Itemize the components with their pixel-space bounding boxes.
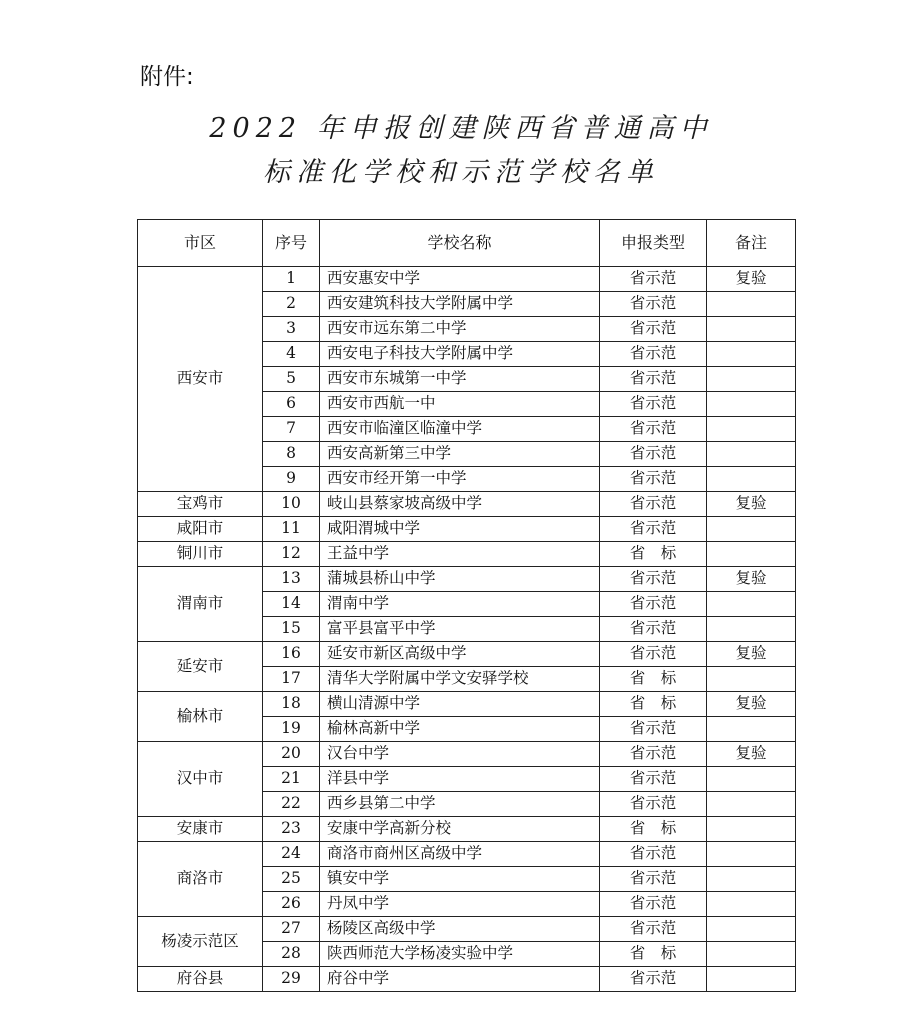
school-name-cell: 西安市西航一中 (320, 392, 600, 417)
school-name-cell: 陕西师范大学杨凌实验中学 (320, 942, 600, 967)
school-name-cell: 西安建筑科技大学附属中学 (320, 292, 600, 317)
type-cell: 省示范 (600, 867, 707, 892)
type-cell: 省示范 (600, 742, 707, 767)
note-cell: 复验 (707, 492, 796, 517)
table-row (138, 917, 796, 942)
city-cell: 榆林市 (138, 692, 263, 742)
school-name-cell: 富平县富平中学 (320, 617, 600, 642)
table-row (138, 967, 796, 992)
number-cell: 16 (263, 642, 320, 667)
number-cell: 5 (263, 367, 320, 392)
note-cell (707, 467, 796, 492)
attachment-label: 附件: (140, 64, 194, 90)
school-name-cell: 蒲城县桥山中学 (320, 567, 600, 592)
note-cell (707, 942, 796, 967)
city-cell: 咸阳市 (138, 517, 263, 542)
table-header-row (138, 220, 796, 267)
table-row (138, 642, 796, 667)
header-type: 申报类型 (600, 220, 707, 267)
note-cell (707, 292, 796, 317)
school-name-cell: 洋县中学 (320, 767, 600, 792)
type-cell: 省示范 (600, 842, 707, 867)
note-cell (707, 867, 796, 892)
type-cell: 省示范 (600, 617, 707, 642)
table-row (138, 842, 796, 867)
note-cell (707, 517, 796, 542)
number-cell: 6 (263, 392, 320, 417)
number-cell: 28 (263, 942, 320, 967)
school-name-cell: 王益中学 (320, 542, 600, 567)
note-cell (707, 892, 796, 917)
note-cell (707, 792, 796, 817)
school-name-cell: 延安市新区高级中学 (320, 642, 600, 667)
number-cell: 22 (263, 792, 320, 817)
school-list-table (137, 219, 796, 992)
school-name-cell: 西乡县第二中学 (320, 792, 600, 817)
school-name-cell: 西安市远东第二中学 (320, 317, 600, 342)
city-cell: 杨凌示范区 (138, 917, 263, 967)
city-cell: 宝鸡市 (138, 492, 263, 517)
number-cell: 14 (263, 592, 320, 617)
city-cell: 铜川市 (138, 542, 263, 567)
note-cell: 复验 (707, 267, 796, 292)
school-name-cell: 汉台中学 (320, 742, 600, 767)
type-cell: 省示范 (600, 917, 707, 942)
school-name-cell: 岐山县蔡家坡高级中学 (320, 492, 600, 517)
type-cell: 省 标 (600, 542, 707, 567)
type-cell: 省 标 (600, 692, 707, 717)
header-number: 序号 (263, 220, 320, 267)
type-cell: 省示范 (600, 517, 707, 542)
table-row (138, 742, 796, 767)
school-name-cell: 西安市经开第一中学 (320, 467, 600, 492)
number-cell: 29 (263, 967, 320, 992)
note-cell (707, 542, 796, 567)
note-cell: 复验 (707, 567, 796, 592)
number-cell: 7 (263, 417, 320, 442)
note-cell (707, 767, 796, 792)
city-cell: 商洛市 (138, 842, 263, 917)
number-cell: 10 (263, 492, 320, 517)
city-cell: 西安市 (138, 267, 263, 492)
number-cell: 23 (263, 817, 320, 842)
type-cell: 省示范 (600, 967, 707, 992)
school-name-cell: 西安市东城第一中学 (320, 367, 600, 392)
type-cell: 省示范 (600, 442, 707, 467)
note-cell (707, 717, 796, 742)
school-name-cell: 镇安中学 (320, 867, 600, 892)
type-cell: 省示范 (600, 892, 707, 917)
header-school-name: 学校名称 (320, 220, 600, 267)
type-cell: 省示范 (600, 467, 707, 492)
note-cell (707, 417, 796, 442)
type-cell: 省示范 (600, 392, 707, 417)
type-cell: 省 标 (600, 667, 707, 692)
school-name-cell: 榆林高新中学 (320, 717, 600, 742)
number-cell: 12 (263, 542, 320, 567)
type-cell: 省示范 (600, 267, 707, 292)
document-title-line-2: 标准化学校和示范学校名单 (263, 157, 659, 188)
number-cell: 15 (263, 617, 320, 642)
type-cell: 省 标 (600, 942, 707, 967)
type-cell: 省示范 (600, 642, 707, 667)
table-row (138, 517, 796, 542)
city-cell: 府谷县 (138, 967, 263, 992)
number-cell: 18 (263, 692, 320, 717)
number-cell: 11 (263, 517, 320, 542)
type-cell: 省示范 (600, 367, 707, 392)
note-cell: 复验 (707, 642, 796, 667)
city-cell: 汉中市 (138, 742, 263, 817)
header-note: 备注 (707, 220, 796, 267)
table-body (138, 267, 796, 992)
school-name-cell: 安康中学高新分校 (320, 817, 600, 842)
note-cell: 复验 (707, 692, 796, 717)
number-cell: 21 (263, 767, 320, 792)
type-cell: 省示范 (600, 292, 707, 317)
type-cell: 省示范 (600, 317, 707, 342)
school-name-cell: 西安电子科技大学附属中学 (320, 342, 600, 367)
note-cell (707, 442, 796, 467)
school-name-cell: 横山清源中学 (320, 692, 600, 717)
type-cell: 省示范 (600, 567, 707, 592)
type-cell: 省示范 (600, 767, 707, 792)
header-city: 市区 (138, 220, 263, 267)
note-cell (707, 917, 796, 942)
document-title-line-1: 2022 年申报创建陕西省普通高中 (209, 113, 713, 144)
number-cell: 19 (263, 717, 320, 742)
school-name-cell: 西安高新第三中学 (320, 442, 600, 467)
note-cell (707, 342, 796, 367)
school-name-cell: 咸阳渭城中学 (320, 517, 600, 542)
note-cell (707, 842, 796, 867)
note-cell (707, 817, 796, 842)
note-cell (707, 317, 796, 342)
note-cell (707, 367, 796, 392)
school-name-cell: 丹凤中学 (320, 892, 600, 917)
table-row (138, 267, 796, 292)
city-cell: 渭南市 (138, 567, 263, 642)
school-name-cell: 西安惠安中学 (320, 267, 600, 292)
table-row (138, 542, 796, 567)
city-cell: 延安市 (138, 642, 263, 692)
school-name-cell: 杨陵区高级中学 (320, 917, 600, 942)
table-row (138, 567, 796, 592)
type-cell: 省示范 (600, 342, 707, 367)
school-name-cell: 商洛市商州区高级中学 (320, 842, 600, 867)
number-cell: 25 (263, 867, 320, 892)
note-cell (707, 967, 796, 992)
school-name-cell: 府谷中学 (320, 967, 600, 992)
number-cell: 2 (263, 292, 320, 317)
table-row (138, 692, 796, 717)
number-cell: 26 (263, 892, 320, 917)
number-cell: 1 (263, 267, 320, 292)
type-cell: 省示范 (600, 717, 707, 742)
note-cell (707, 592, 796, 617)
type-cell: 省示范 (600, 417, 707, 442)
number-cell: 27 (263, 917, 320, 942)
number-cell: 9 (263, 467, 320, 492)
number-cell: 4 (263, 342, 320, 367)
number-cell: 24 (263, 842, 320, 867)
table-row (138, 492, 796, 517)
city-cell: 安康市 (138, 817, 263, 842)
number-cell: 8 (263, 442, 320, 467)
number-cell: 20 (263, 742, 320, 767)
school-name-cell: 清华大学附属中学文安驿学校 (320, 667, 600, 692)
school-name-cell: 西安市临潼区临潼中学 (320, 417, 600, 442)
number-cell: 3 (263, 317, 320, 342)
type-cell: 省示范 (600, 592, 707, 617)
type-cell: 省示范 (600, 492, 707, 517)
note-cell (707, 392, 796, 417)
note-cell (707, 667, 796, 692)
note-cell (707, 617, 796, 642)
note-cell: 复验 (707, 742, 796, 767)
type-cell: 省示范 (600, 792, 707, 817)
table-row (138, 817, 796, 842)
number-cell: 13 (263, 567, 320, 592)
number-cell: 17 (263, 667, 320, 692)
type-cell: 省 标 (600, 817, 707, 842)
school-name-cell: 渭南中学 (320, 592, 600, 617)
